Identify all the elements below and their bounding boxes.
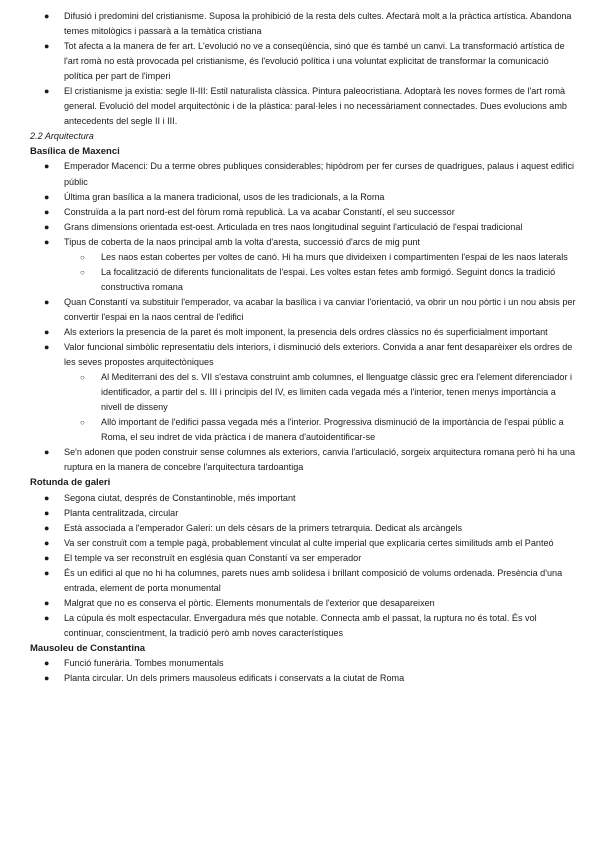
- list-item: ● Està associada a l'emperador Galeri: un dels cèsars de la primers tetrarquia. Dedicat als arcàngels: [30, 521, 578, 536]
- rotunda-list: [30, 491, 578, 641]
- bullet: ●: [44, 342, 50, 353]
- list-item: ● Funció funerària. Tombes monumentals: [30, 656, 578, 671]
- bullet: ●: [44, 41, 50, 52]
- list-item: ● Construïda a la part nord-est del fòrum romà republicà. La va acabar Constantí, el seu successor: [30, 205, 578, 220]
- bullet: ●: [44, 597, 50, 608]
- list-item: ● Última gran basílica a la manera tradicional, usos de les tradicionals, a la Roma: [30, 190, 578, 205]
- sub-bullet: ○: [80, 418, 85, 428]
- list-item: ● Emperador Macenci: Du a terme obres publiques considerables; hipòdrom per fer curses de quadrigues, palaus i aquest edifici públic: [44, 161, 575, 187]
- list-item: ● Malgrat que no es conserva el pòrtic. Elements monumentals de l'exterior que desapareixen: [30, 596, 578, 611]
- bullet: ●: [44, 221, 50, 232]
- bullet: ●: [44, 161, 50, 172]
- intro-list: [30, 9, 578, 129]
- bullet: ●: [44, 507, 50, 518]
- sub-list-item: ○ Al Mediterrani des del s. VII s'estava construint amb columnes, el llenguatge clàssic grec era l'element diferenciador i identificador, a partir del s. III i principis del IV, es limiten cada vegada més a l'interior, tenen menys importància a nivell de disseny: [80, 372, 573, 413]
- bullet: ●: [44, 658, 50, 669]
- document-page: [30, 9, 578, 686]
- list-item: ● La cúpula és molt espectacular. Envergadura més que notable. Connecta amb el passat, la ruptura no és total. És vol continuar, conscientment, la tradició però amb noves característiques: [44, 612, 537, 638]
- bullet: ●: [44, 11, 50, 21]
- bullet: ●: [44, 236, 50, 247]
- list-item: ● Als exteriors la presencia de la paret és molt imponent, la presencia dels ordres clàssics no és superficialment important: [30, 325, 578, 340]
- list-item: ● Grans dimensions orientada est-oest. Articulada en tres naos longitudinal seguint l'articulació de l'espai tradicional: [30, 220, 578, 235]
- sub-bullet: ○: [80, 252, 85, 262]
- heading-rotunda: Rotunda de galeri: [30, 477, 111, 489]
- bullet: ●: [44, 522, 50, 533]
- bullet: ●: [44, 552, 50, 563]
- list-item: ● El temple va ser reconstruït en església quan Constantí va ser emperador: [30, 551, 578, 566]
- bullet: ●: [44, 326, 50, 337]
- list-item: ● Planta centralitzada, circular: [30, 506, 578, 521]
- list-item: ● Quan Constantí va substituir l'emperador, va acabar la basílica i va canviar l'orientació, va obrir un nou pòrtic i un nou absis per convertir l'espai en la naos central de l'edifici: [44, 296, 576, 322]
- bullet: ●: [44, 206, 50, 217]
- list-item: ● Planta circular. Un dels primers mausoleus edificats i conservats a la ciutat de Roma: [30, 671, 578, 686]
- bullet: ●: [44, 673, 50, 684]
- list-item: ● Segona ciutat, després de Constantinoble, més important: [30, 491, 578, 506]
- sub-list-item: ○ La focalització de diferents funcionalitats de l'espai. Les voltes estan fetes amb formigó. Seguint doncs la tradició constructiva romana: [80, 266, 556, 292]
- bullet: ●: [44, 296, 50, 307]
- list-item: ● És un edifici al que no hi ha columnes, parets nues amb solidesa i brillant composició de volums ordenada. Presència d'una entrada, element de porta monumental: [44, 567, 563, 593]
- list-item: ● Difusió i predomini del cristianisme. Suposa la prohibició de la resta dels cultes. Afectarà molt a la pràctica artística. Abandona temes mitològics i passarà a la temàtica cristiana: [44, 11, 572, 37]
- heading-basilica: Basílica de Maxenci: [30, 146, 120, 158]
- list-item: ● Va ser construït com a temple pagà, probablement vinculat al culte imperial que explicaria certes similituds amb el Panteó: [30, 536, 578, 551]
- section-title: 2.2 Arquitectura: [30, 131, 94, 142]
- bullet: ●: [44, 447, 50, 458]
- mausoleu-list: [30, 656, 578, 686]
- sub-bullet: ○: [80, 267, 85, 277]
- sub-bullet: ○: [80, 373, 85, 383]
- heading-mausoleu: Mausoleu de Constantina: [30, 642, 146, 654]
- list-item: ● Tot afecta a la manera de fer art. L'evolució no ve a conseqüència, sinó que és també un canvi. La transformació artística de l'art romà no està provocada pel cristianisme, és l'evolució política i una voluntat explicitat de transformar la comunicació política per part de l'imperi: [44, 41, 565, 82]
- bullet: ●: [44, 191, 50, 202]
- sub-list-item: ○ Les naos estan cobertes per voltes de canó. Hi ha murs que divideixen i compartimenten l'espai de les naos laterals: [30, 250, 578, 265]
- bullet: ●: [44, 537, 50, 548]
- list-item: ● Se'n adonen que poden construir sense columnes als exteriors, canvia l'articulació, sorgeix arquitectura romana però hi ha una ruptura en la manera de concebre l'arquitectura tardoantiga: [44, 447, 575, 473]
- bullet: ●: [44, 492, 50, 503]
- basilica-list: [30, 159, 578, 475]
- list-item: ● Valor funcional simbòlic representatiu dels interiors, i disminució dels exteriors. Convida a anar fent desaparèixer els ordres de les seves propostes arquitectòniques: [44, 342, 573, 368]
- list-item: ● Tipus de coberta de la naos principal amb la volta d'aresta, successió d'arcs de mig punt: [30, 235, 578, 250]
- sub-list-item: ○ Allò important de l'edifici passa vegada més a l'interior. Progressiva disminució de la importància de l'espai públic a Roma, el seu indret de vida pràctica i de manera d'autoidentificar-se: [80, 417, 564, 443]
- bullet: ●: [44, 567, 50, 578]
- list-item: ● El cristianisme ja existia: segle II-III: Estil naturalista clàssica. Pintura paleocristiana. Adoptarà les noves formes de l'art romà general. Evolució del model arquitectònic i de la plàstica: paral·leles i no necessàriament connectades. Dues evolucions amb antecedents del segle II i III.: [44, 86, 567, 127]
- bullet: ●: [44, 612, 50, 623]
- bullet: ●: [44, 86, 50, 97]
